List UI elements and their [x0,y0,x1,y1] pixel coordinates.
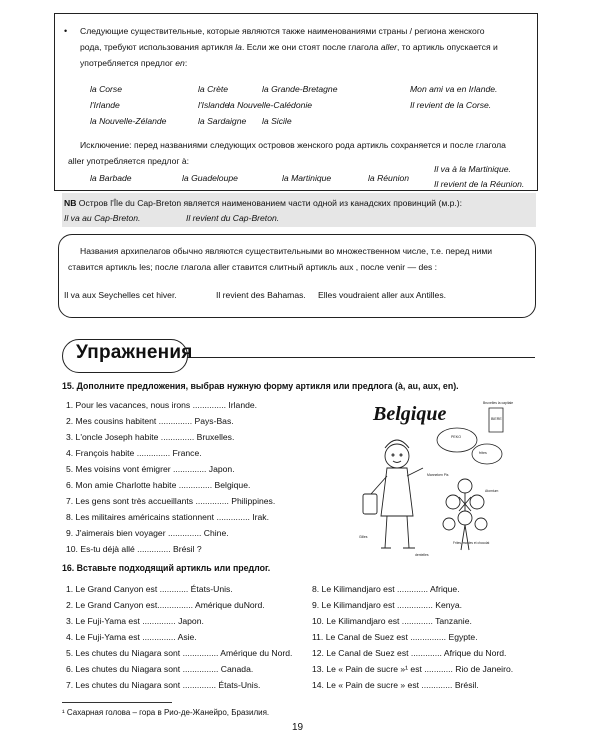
exercise-item: 7. Les chutes du Niagara sont .............. États-Unis. [66,680,261,690]
exercise-item: 14. Le « Pain de sucre » est ............. Brésil. [312,680,479,690]
illustration-note: PEKO [451,435,461,439]
country-name: la Crète [198,84,229,94]
country-name: la Grande-Bretagne [262,84,338,94]
exercise-item: 1. Le Grand Canyon est ............ États-Unis. [66,584,233,594]
exercise-item: 3. Le Fuji-Yama est .............. Japon. [66,616,204,626]
exception-text: aller употребляется предлог à: [68,156,190,166]
exercise-item: 11. Le Canal de Suez est ............... Egypte. [312,632,478,642]
exercise-item: 7. Les gens sont très accueillants .............. Philippines. [66,496,276,506]
exercise-item: 1. Pour les vacances, nous irons .............. Irlande. [66,400,258,410]
exercise-item: 5. Les chutes du Niagara sont ............... Amérique du Nord. [66,648,293,658]
example-sentence: Il va au Cap-Breton. [64,213,141,223]
illustration-note: dentelles [415,553,429,557]
island-name: la Guadeloupe [182,173,238,183]
section-title: Упражнения [76,342,193,363]
country-name: la Nouvelle-Zélande [90,116,167,126]
nb-note-text: NB Остров l'Île du Cap-Breton является наименованием части одной из канадских провинций (м.р.): [64,198,463,208]
country-name: l'Islande [198,100,230,110]
country-name: l'Irlande [90,100,120,110]
exercise-item: 2. Le Grand Canyon est............... Amérique duNord. [66,600,265,610]
child-figure-drawing [363,440,423,548]
illustration-note: Frites, moules et chocolat [453,541,490,545]
example-sentence: Il revient du Cap-Breton. [186,213,280,223]
example-sentence: Il revient de la Corse. [410,100,492,110]
country-name: la Sicile [262,116,292,126]
atomium-drawing [443,479,490,550]
island-name: la Barbade [90,173,132,183]
illustration-note: Atomium [485,489,499,493]
exercise-item: 2. Mes cousins habitent .............. Pays-Bas. [66,416,234,426]
illustration-note: Gilles [359,535,368,539]
exercise-item: 6. Mon amie Charlotte habite .............. Belgique. [66,480,251,490]
country-name: la Sardaigne [198,116,247,126]
exercise-15-title: 15. Дополните предложения, выбрав нужную форму артикля или предлога (à, au, aux, en). [62,381,459,391]
illustration-title: Belgique [373,403,447,425]
page-number: 19 [292,722,304,733]
exercise-item: 4. Le Fuji-Yama est .............. Asie. [66,632,197,642]
rule-text-line: рода, требуют использования артикля la. Если же они стоят после глагола aller, то артикль опускается и [80,42,498,52]
footnote: ¹ Сахарная голова – гора в Рио-де-Жанейро, Бразилия. [62,708,270,717]
rule-text-line: ставится артикль les; после глагола aller ставится слитный артикль aux , после venir — des : [68,262,438,272]
exercise-item: 8. Le Kilimandjaro est ............. Afrique. [312,584,460,594]
illustration-note: BIERE [491,417,502,421]
exercise-item: 4. François habite .............. France. [66,448,202,458]
country-name: la Corse [90,84,122,94]
illustration-note: Manneken Pis [427,473,449,477]
rule-text-line: Названия архипелагов обычно являются существительными во множественном числе, т.е. перед ними [80,246,493,256]
illustration-note: frites [479,451,487,455]
country-name: la Nouvelle-Calédonie [228,100,313,110]
exercise-item: 13. Le « Pain de sucre »¹ est ............ Rio de Janeiro. [312,664,514,674]
island-name: la Réunion [368,173,410,183]
exercise-item: 9. J'aimerais bien voyager .............. Chine. [66,528,229,538]
exercise-item: 10. Le Kilimandjaro est ............. Tanzanie. [312,616,472,626]
island-name: la Martinique [282,173,332,183]
rule-text-line: употребляется предлог en: [80,58,188,68]
example-sentence: Il revient de la Réunion. [434,179,525,189]
exercise-item: 3. L'oncle Joseph habite .............. Bruxelles. [66,432,235,442]
exercise-item: 6. Les chutes du Niagara sont ............... Canada. [66,664,254,674]
exercise-item: 10. Es-tu déjà allé .............. Brésil ? [66,544,202,554]
example-sentence: Il revient des Bahamas. [216,290,306,300]
exercise-item: 12. Le Canal de Suez est ............. Afrique du Nord. [312,648,507,658]
section-rule [180,357,535,358]
illustration-note: Bruxelles la capitale [483,401,514,405]
example-sentence: Il va aux Seychelles cet hiver. [64,290,177,300]
example-sentence: Mon ami va en Irlande. [410,84,498,94]
example-sentence: Elles voudraient aller aux Antilles. [318,290,447,300]
exercise-item: 5. Mes voisins vont émigrer .............. Japon. [66,464,235,474]
bullet: • [64,26,68,36]
example-sentence: Il va à la Martinique. [434,164,511,174]
footnote-rule [62,702,172,703]
exercise-16-title: 16. Вставьте подходящий артикль или предлог. [62,563,271,573]
exercise-item: 8. Les militaires américains stationnent .............. Irak. [66,512,269,522]
exception-text: Исключение: перед названиями следующих островов женского рода артикль сохраняется и после глагола [80,140,506,150]
exercise-item: 9. Le Kilimandjaro est ............... Kenya. [312,600,462,610]
rule-text-line: Следующие существительные, которые являются также наименованиями страны / региона женского [80,26,485,36]
belgium-illustration [357,398,514,558]
